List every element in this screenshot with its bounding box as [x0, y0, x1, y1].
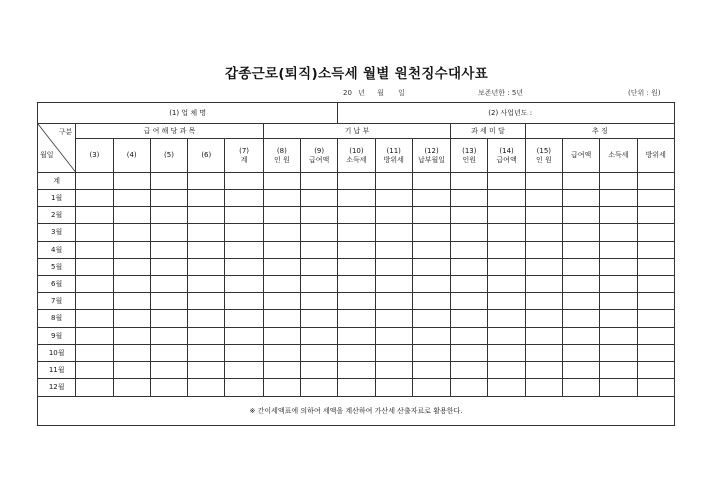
entry-cell[interactable]	[375, 224, 412, 241]
entry-cell[interactable]	[412, 344, 450, 361]
entry-cell[interactable]	[301, 293, 338, 310]
entry-cell[interactable]	[225, 241, 263, 258]
entry-cell[interactable]	[600, 276, 637, 293]
entry-cell[interactable]	[525, 172, 562, 189]
entry-cell[interactable]	[488, 172, 525, 189]
entry-cell[interactable]	[150, 224, 187, 241]
footnote: ※ 간이세액표에 의하여 세액을 계산하여 가산세 산출자료로 활용한다.	[38, 396, 675, 425]
entry-cell[interactable]	[113, 172, 150, 189]
column-header	[225, 139, 263, 172]
entry-cell[interactable]	[412, 362, 450, 379]
column-header	[113, 139, 150, 172]
entry-cell[interactable]	[488, 241, 525, 258]
entry-cell[interactable]	[375, 241, 412, 258]
entry-cell[interactable]	[150, 293, 187, 310]
entry-cell[interactable]	[301, 327, 338, 344]
business-year-field[interactable]: (2) 사업년도 :	[338, 103, 675, 124]
entry-cell[interactable]	[150, 379, 187, 396]
entry-cell[interactable]	[225, 190, 263, 207]
entry-cell[interactable]	[113, 327, 150, 344]
column-number: (3)	[89, 151, 100, 160]
entry-cell[interactable]	[188, 207, 225, 224]
column-label: 급여액	[570, 151, 592, 160]
entry-cell[interactable]	[301, 379, 338, 396]
column-header	[338, 139, 375, 172]
form-title: 갑종근로(퇴직)소득세 월별 원천징수대사표	[224, 66, 489, 82]
entry-cell[interactable]	[525, 258, 562, 275]
year-label: 년	[358, 89, 365, 97]
entry-cell[interactable]	[412, 190, 450, 207]
entry-cell[interactable]	[301, 172, 338, 189]
entry-cell[interactable]	[150, 276, 187, 293]
entry-cell[interactable]	[600, 293, 637, 310]
column-number: (11)	[386, 147, 401, 156]
entry-cell[interactable]	[563, 327, 600, 344]
entry-cell[interactable]	[150, 310, 187, 327]
row-label: 10월	[38, 344, 76, 361]
entry-cell[interactable]	[263, 190, 300, 207]
entry-cell[interactable]	[375, 190, 412, 207]
entry-cell[interactable]	[637, 276, 674, 293]
column-label: 인 원	[535, 155, 552, 164]
entry-cell[interactable]	[488, 379, 525, 396]
entry-cell[interactable]	[113, 344, 150, 361]
entry-cell[interactable]	[338, 362, 375, 379]
gubun-label: 구분	[58, 128, 73, 137]
column-number: (4)	[126, 151, 137, 160]
entry-cell[interactable]	[488, 344, 525, 361]
entry-cell[interactable]	[600, 224, 637, 241]
row-label: 11월	[38, 362, 76, 379]
entry-cell[interactable]	[338, 379, 375, 396]
row-label: 1월	[38, 190, 76, 207]
entry-cell[interactable]	[600, 241, 637, 258]
column-header	[488, 139, 525, 172]
entry-cell[interactable]	[225, 224, 263, 241]
entry-cell[interactable]	[225, 310, 263, 327]
entry-cell[interactable]	[600, 172, 637, 189]
entry-cell[interactable]	[375, 310, 412, 327]
entry-cell[interactable]	[525, 310, 562, 327]
column-label: 인원	[462, 155, 477, 164]
entry-cell[interactable]	[188, 276, 225, 293]
entry-cell[interactable]	[301, 344, 338, 361]
column-number: (5)	[164, 151, 174, 160]
entry-cell[interactable]	[375, 327, 412, 344]
group-salary-heading: 급 여 해 당 과 목	[76, 124, 263, 139]
entry-cell[interactable]	[412, 172, 450, 189]
company-name-field[interactable]: (1) 업 체 명	[38, 103, 338, 124]
entry-cell[interactable]	[338, 276, 375, 293]
entry-cell[interactable]	[76, 172, 113, 189]
entry-cell[interactable]	[150, 362, 187, 379]
entry-cell[interactable]	[525, 293, 562, 310]
entry-cell[interactable]	[76, 241, 113, 258]
entry-cell[interactable]	[525, 379, 562, 396]
entry-cell[interactable]	[637, 258, 674, 275]
entry-cell[interactable]	[375, 344, 412, 361]
entry-cell[interactable]	[451, 310, 488, 327]
entry-cell[interactable]	[600, 310, 637, 327]
entry-cell[interactable]	[488, 258, 525, 275]
entry-cell[interactable]	[563, 293, 600, 310]
row-label: 3월	[38, 224, 76, 241]
entry-cell[interactable]	[563, 362, 600, 379]
entry-cell[interactable]	[188, 327, 225, 344]
entry-cell[interactable]	[263, 327, 300, 344]
entry-cell[interactable]	[563, 241, 600, 258]
table-row	[38, 327, 675, 344]
entry-cell[interactable]	[338, 224, 375, 241]
entry-cell[interactable]	[525, 207, 562, 224]
entry-cell[interactable]	[225, 362, 263, 379]
column-label: 인 원	[273, 155, 290, 164]
entry-cell[interactable]	[188, 293, 225, 310]
date-line	[343, 88, 405, 98]
entry-cell[interactable]	[412, 224, 450, 241]
entry-cell[interactable]	[412, 379, 450, 396]
entry-cell[interactable]	[563, 344, 600, 361]
entry-cell[interactable]	[525, 224, 562, 241]
column-number: (13)	[462, 147, 477, 156]
entry-cell[interactable]	[338, 344, 375, 361]
entry-cell[interactable]	[263, 172, 300, 189]
entry-cell[interactable]	[451, 207, 488, 224]
entry-cell[interactable]	[637, 172, 674, 189]
column-header	[76, 139, 113, 172]
entry-cell[interactable]	[600, 207, 637, 224]
entry-cell[interactable]	[225, 276, 263, 293]
entry-cell[interactable]	[637, 310, 674, 327]
entry-cell[interactable]	[338, 258, 375, 275]
entry-cell[interactable]	[525, 241, 562, 258]
entry-cell[interactable]	[263, 258, 300, 275]
row-label: 5월	[38, 258, 76, 275]
entry-cell[interactable]	[563, 258, 600, 275]
entry-cell[interactable]	[113, 241, 150, 258]
entry-cell[interactable]	[451, 172, 488, 189]
column-label: 급여액	[496, 155, 517, 164]
entry-cell[interactable]	[225, 172, 263, 189]
entry-cell[interactable]	[76, 276, 113, 293]
entry-cell[interactable]	[412, 310, 450, 327]
entry-cell[interactable]	[488, 190, 525, 207]
entry-cell[interactable]	[188, 172, 225, 189]
entry-cell[interactable]	[301, 258, 338, 275]
table-row	[38, 241, 675, 258]
entry-cell[interactable]	[188, 310, 225, 327]
wol-label: 월일	[40, 151, 54, 160]
column-header	[525, 139, 562, 172]
table-row	[38, 362, 675, 379]
entry-cell[interactable]	[113, 276, 150, 293]
entry-cell[interactable]	[525, 327, 562, 344]
entry-cell[interactable]	[76, 362, 113, 379]
entry-cell[interactable]	[263, 293, 300, 310]
entry-cell[interactable]	[563, 310, 600, 327]
entry-cell[interactable]	[263, 379, 300, 396]
entry-cell[interactable]	[488, 327, 525, 344]
entry-cell[interactable]	[525, 190, 562, 207]
column-label: 급여액	[309, 155, 330, 164]
entry-cell[interactable]	[412, 327, 450, 344]
entry-cell[interactable]	[301, 362, 338, 379]
entry-cell[interactable]	[263, 224, 300, 241]
entry-cell[interactable]	[637, 327, 674, 344]
entry-cell[interactable]	[563, 172, 600, 189]
entry-cell[interactable]	[375, 362, 412, 379]
column-header	[600, 139, 637, 172]
column-number: (9)	[314, 147, 325, 156]
row-label: 12월	[38, 379, 76, 396]
entry-cell[interactable]	[451, 241, 488, 258]
entry-cell[interactable]	[375, 258, 412, 275]
entry-cell[interactable]	[451, 258, 488, 275]
entry-cell[interactable]	[338, 190, 375, 207]
day-label: 일	[398, 89, 405, 97]
entry-cell[interactable]	[76, 327, 113, 344]
entry-cell[interactable]	[525, 344, 562, 361]
column-header	[451, 139, 488, 172]
table-row	[38, 276, 675, 293]
entry-cell[interactable]	[113, 224, 150, 241]
entry-cell[interactable]	[76, 190, 113, 207]
entry-cell[interactable]	[488, 224, 525, 241]
entry-cell[interactable]	[637, 207, 674, 224]
column-label: 계	[240, 155, 248, 164]
column-label: 납부월일	[417, 155, 446, 164]
entry-cell[interactable]	[600, 327, 637, 344]
column-header	[637, 139, 674, 172]
entry-cell[interactable]	[225, 344, 263, 361]
table-row	[38, 344, 675, 361]
entry-cell[interactable]	[225, 379, 263, 396]
table-row	[38, 172, 675, 189]
entry-cell[interactable]	[600, 344, 637, 361]
column-label: 방위세	[645, 151, 666, 160]
month-label: 월	[377, 89, 384, 97]
column-number: (12)	[424, 147, 439, 156]
entry-cell[interactable]	[76, 224, 113, 241]
row-label: 6월	[38, 276, 76, 293]
entry-cell[interactable]	[375, 293, 412, 310]
entry-cell[interactable]	[488, 310, 525, 327]
column-header	[563, 139, 600, 172]
column-header	[150, 139, 187, 172]
entry-cell[interactable]	[76, 379, 113, 396]
entry-cell[interactable]	[301, 190, 338, 207]
entry-cell[interactable]	[563, 379, 600, 396]
entry-cell[interactable]	[600, 362, 637, 379]
entry-cell[interactable]	[637, 344, 674, 361]
entry-cell[interactable]	[301, 207, 338, 224]
entry-cell[interactable]	[188, 379, 225, 396]
entry-cell[interactable]	[451, 327, 488, 344]
entry-cell[interactable]	[600, 258, 637, 275]
row-label: 계	[38, 172, 76, 189]
entry-cell[interactable]	[338, 241, 375, 258]
entry-cell[interactable]	[637, 224, 674, 241]
column-label: 소득세	[346, 155, 367, 164]
entry-cell[interactable]	[150, 258, 187, 275]
entry-cell[interactable]	[375, 379, 412, 396]
entry-cell[interactable]	[637, 293, 674, 310]
table-row	[38, 293, 675, 310]
column-number: (6)	[201, 151, 212, 160]
column-number: (14)	[499, 147, 514, 156]
column-label: 방위세	[383, 155, 404, 164]
row-label: 4월	[38, 241, 76, 258]
entry-cell[interactable]	[301, 224, 338, 241]
entry-cell[interactable]	[451, 276, 488, 293]
entry-cell[interactable]	[150, 207, 187, 224]
entry-cell[interactable]	[451, 224, 488, 241]
entry-cell[interactable]	[375, 172, 412, 189]
entry-cell[interactable]	[412, 241, 450, 258]
entry-cell[interactable]	[150, 344, 187, 361]
entry-cell[interactable]	[113, 258, 150, 275]
group-collect-heading: 추 징	[525, 124, 674, 139]
entry-cell[interactable]	[225, 327, 263, 344]
entry-cell[interactable]	[225, 293, 263, 310]
entry-cell[interactable]	[338, 327, 375, 344]
entry-cell[interactable]	[113, 379, 150, 396]
column-label: 소득세	[608, 151, 629, 160]
entry-cell[interactable]	[600, 379, 637, 396]
table-row	[38, 190, 675, 207]
entry-cell[interactable]	[301, 276, 338, 293]
table-row	[38, 207, 675, 224]
entry-cell[interactable]	[637, 362, 674, 379]
table-row	[38, 379, 675, 396]
entry-cell[interactable]	[637, 190, 674, 207]
entry-cell[interactable]	[188, 258, 225, 275]
entry-cell[interactable]	[301, 310, 338, 327]
entry-cell[interactable]	[375, 276, 412, 293]
entry-cell[interactable]	[451, 293, 488, 310]
entry-cell[interactable]	[150, 190, 187, 207]
entry-cell[interactable]	[188, 190, 225, 207]
entry-cell[interactable]	[76, 293, 113, 310]
entry-cell[interactable]	[488, 207, 525, 224]
entry-cell[interactable]	[488, 362, 525, 379]
column-header	[188, 139, 225, 172]
entry-cell[interactable]	[338, 207, 375, 224]
column-number: (7)	[239, 147, 250, 156]
entry-cell[interactable]	[225, 258, 263, 275]
entry-cell[interactable]	[563, 190, 600, 207]
row-label: 8월	[38, 310, 76, 327]
entry-cell[interactable]	[563, 276, 600, 293]
entry-cell[interactable]	[338, 310, 375, 327]
column-number: (10)	[349, 147, 364, 156]
row-label: 2월	[38, 207, 76, 224]
entry-cell[interactable]	[225, 207, 263, 224]
entry-cell[interactable]	[488, 293, 525, 310]
entry-cell[interactable]	[563, 224, 600, 241]
table-row	[38, 310, 675, 327]
reconciliation-table	[37, 102, 675, 426]
table-row	[38, 224, 675, 241]
entry-cell[interactable]	[412, 207, 450, 224]
entry-cell[interactable]	[188, 344, 225, 361]
entry-cell[interactable]	[188, 224, 225, 241]
entry-cell[interactable]	[338, 293, 375, 310]
entry-cell[interactable]	[525, 362, 562, 379]
entry-cell[interactable]	[76, 258, 113, 275]
entry-cell[interactable]	[188, 241, 225, 258]
entry-cell[interactable]	[113, 190, 150, 207]
entry-cell[interactable]	[76, 310, 113, 327]
entry-cell[interactable]	[375, 207, 412, 224]
group-paid-heading: 기 납 부	[263, 124, 450, 139]
entry-cell[interactable]	[451, 362, 488, 379]
entry-cell[interactable]	[113, 362, 150, 379]
row-label: 7월	[38, 293, 76, 310]
entry-cell[interactable]	[600, 190, 637, 207]
group-untaxed-heading: 과 세 미 달	[451, 124, 526, 139]
entry-cell[interactable]	[263, 276, 300, 293]
entry-cell[interactable]	[263, 241, 300, 258]
entry-cell[interactable]	[525, 276, 562, 293]
entry-cell[interactable]	[113, 310, 150, 327]
entry-cell[interactable]	[637, 379, 674, 396]
column-header	[263, 139, 300, 172]
entry-cell[interactable]	[451, 379, 488, 396]
category-corner	[38, 124, 76, 173]
unit-label: (단위 : 원)	[628, 89, 661, 97]
entry-cell[interactable]	[451, 344, 488, 361]
entry-cell[interactable]	[412, 293, 450, 310]
entry-cell[interactable]	[301, 241, 338, 258]
entry-cell[interactable]	[263, 344, 300, 361]
entry-cell[interactable]	[451, 190, 488, 207]
entry-cell[interactable]	[76, 207, 113, 224]
column-header	[301, 139, 338, 172]
entry-cell[interactable]	[263, 207, 300, 224]
entry-cell[interactable]	[150, 172, 187, 189]
year-prefix: 20	[343, 89, 352, 97]
row-label: 9월	[38, 327, 76, 344]
column-number: (15)	[536, 147, 552, 156]
table-row	[38, 258, 675, 275]
column-header	[412, 139, 450, 172]
entry-cell[interactable]	[76, 344, 113, 361]
entry-cell[interactable]	[263, 310, 300, 327]
entry-cell[interactable]	[113, 207, 150, 224]
entry-cell[interactable]	[150, 241, 187, 258]
column-number: (8)	[276, 147, 287, 156]
entry-cell[interactable]	[188, 362, 225, 379]
retention-period: 보존년한 : 5년	[478, 89, 524, 97]
entry-cell[interactable]	[412, 258, 450, 275]
entry-cell[interactable]	[412, 276, 450, 293]
column-header	[375, 139, 412, 172]
entry-cell[interactable]	[150, 327, 187, 344]
entry-cell[interactable]	[113, 293, 150, 310]
entry-cell[interactable]	[488, 276, 525, 293]
entry-cell[interactable]	[263, 362, 300, 379]
entry-cell[interactable]	[338, 172, 375, 189]
entry-cell[interactable]	[563, 207, 600, 224]
entry-cell[interactable]	[637, 241, 674, 258]
